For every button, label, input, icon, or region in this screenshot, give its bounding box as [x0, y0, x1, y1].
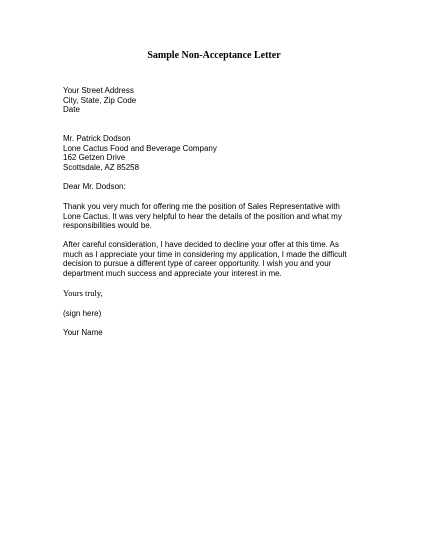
salutation: Dear Mr. Dodson:	[63, 182, 126, 191]
sender-street: Your Street Address	[63, 86, 134, 95]
sender-name: Your Name	[63, 328, 103, 337]
recipient-name: Mr. Patrick Dodson	[63, 134, 131, 143]
recipient-street: 162 Getzen Drive	[63, 153, 126, 162]
sender-date: Date	[63, 105, 80, 114]
sender-address	[63, 86, 373, 115]
sender-city-state-zip: City, State, Zip Code	[63, 95, 137, 105]
signature-line: (sign here)	[63, 309, 102, 318]
closing: Yours truly,	[63, 288, 103, 298]
letter-title: Sample Non-Acceptance Letter	[147, 50, 281, 61]
recipient-company: Lone Cactus Food and Beverage Company	[63, 143, 217, 153]
recipient-city-state-zip: Scottsdale, AZ 85258	[63, 162, 140, 172]
recipient-address	[63, 134, 373, 172]
paragraph-decline: After careful consideration, I have decided to decline your offer at this time. As much as I appreciate your time in considering my application, I made the difficult decision to pursue a different type of career opportunity. I wish you and your department much success and appreciate your interest in me.	[63, 240, 347, 278]
paragraph-thank-you: Thank you very much for offering me the position of Sales Representative with Lone Cactus. It was very helpful to hear the details of the position and what my responsibilities would be.	[63, 202, 342, 230]
